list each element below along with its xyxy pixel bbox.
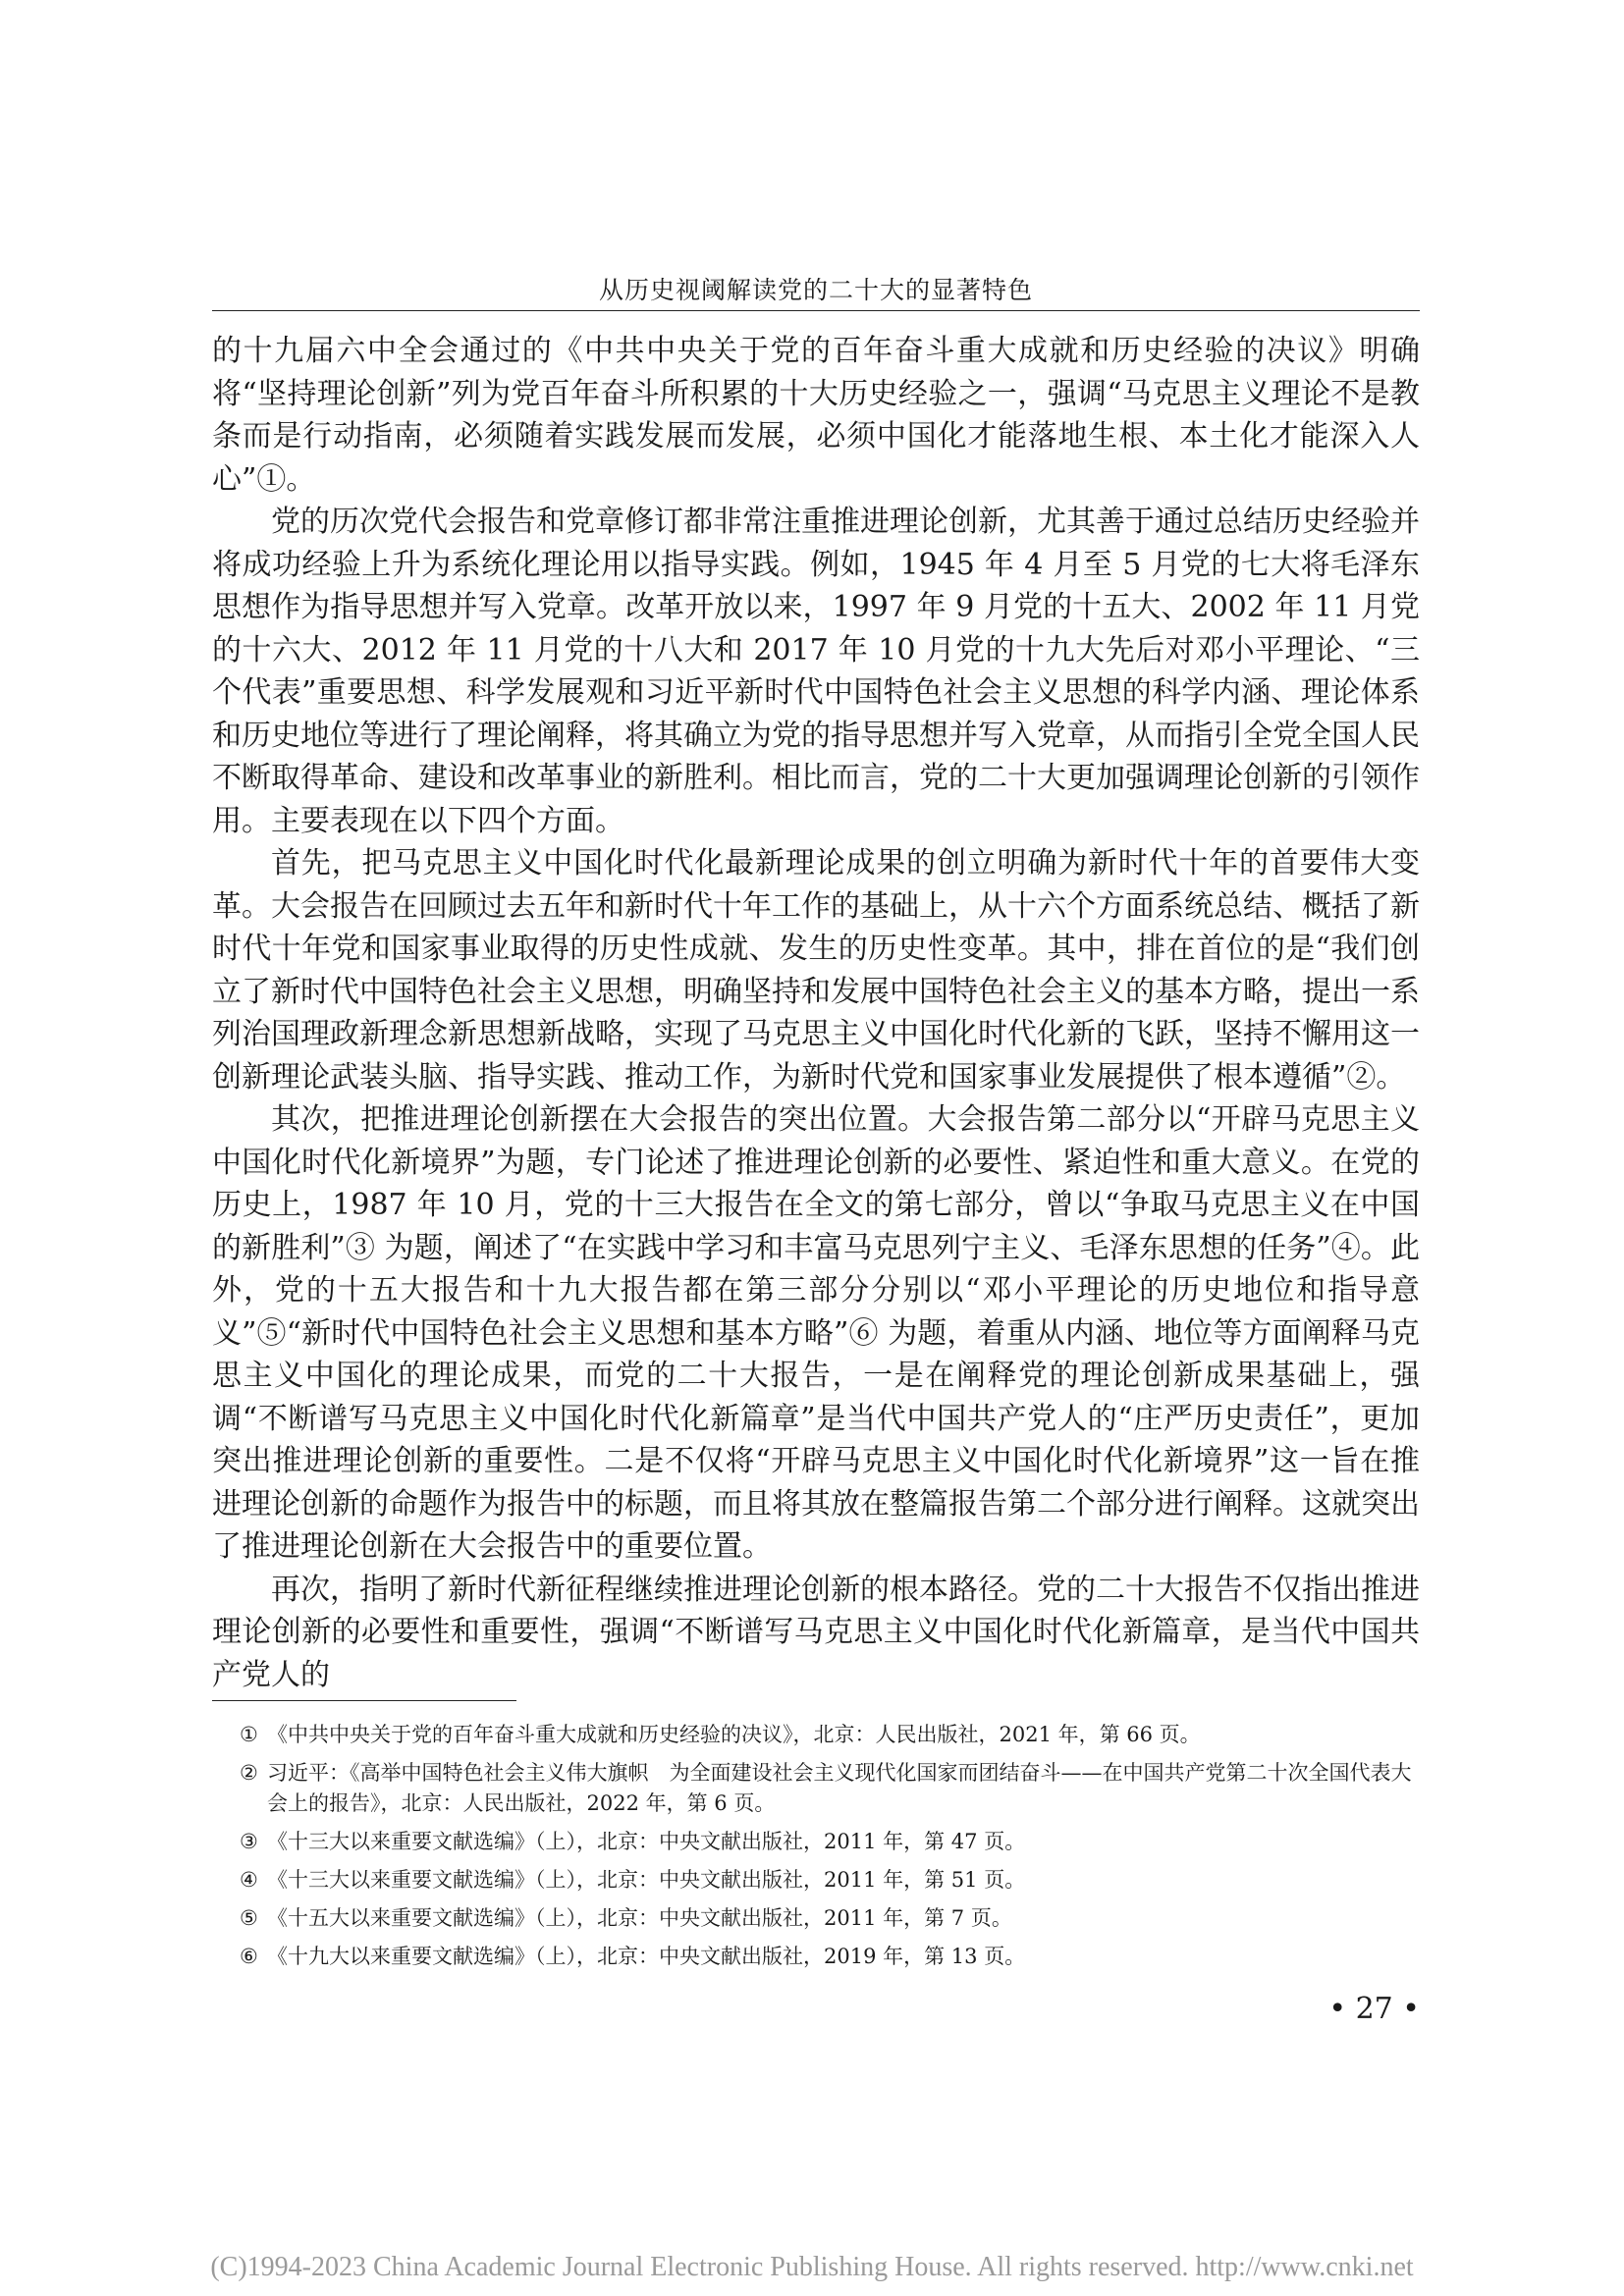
page-number: • 27 •	[1328, 1992, 1420, 2026]
paragraph: 再次，指明了新时代新征程继续推进理论创新的根本路径。党的二十大报告不仅指出推进理论创新的必要性和重要性，强调“不断谱写马克思主义中国化时代化新篇章，是当代中国共产党人的	[212, 1572, 1420, 1692]
paragraph: 党的历次党代会报告和党章修订都非常注重推进理论创新，尤其善于通过总结历史经验并将成功经验上升为系统化理论用以指导实践。例如，1945 年 4 月至 5 月党的七大将毛泽东思想作为指导思想并写入党章。改革开放以来，1997 年 9 月党的十五大、2002 年 11 月党的十六大、2012 年 11 月党的十八大和 2017 年 10 月党的十九大先后对邓小平理论、“三个代表”重要思想、科学发展观和习近平新时代中国特色社会主义思想的科学内涵、理论体系和历史地位等进行了理论阐释，将其确立为党的指导思想并写入党章，从而指引全党全国人民不断取得革命、建设和改革事业的新胜利。相比而言，党的二十大更加强调理论创新的引领作用。主要表现在以下四个方面。	[212, 505, 1420, 838]
body-text	[212, 330, 1420, 1696]
paragraph-continued: 的十九届六中全会通过的《中共中央关于党的百年奋斗重大成就和历史经验的决议》明确将“坚持理论创新”列为党百年奋斗所积累的十大历史经验之一，强调“马克思主义理论不是教条而是行动指南，必须随着实践发展而发展，必须中国化才能落地生根、本土化才能深入人心”①。	[212, 334, 1420, 497]
footnote	[212, 1720, 1420, 1750]
paragraph: 首先，把马克思主义中国化时代化最新理论成果的创立明确为新时代十年的首要伟大变革。大会报告在回顾过去五年和新时代十年工作的基础上，从十六个方面系统总结、概括了新时代十年党和国家事业取得的历史性成就、发生的历史性变革。其中，排在首位的是“我们创立了新时代中国特色社会主义思想，明确坚持和发展中国特色社会主义的基本方略，提出一系列治国理政新理念新思想新战略，实现了马克思主义中国化时代化新的飞跃，坚持不懈用这一创新理论武装头脑、指导实践、推动工作，为新时代党和国家事业发展提供了根本遵循”②。	[212, 846, 1420, 1095]
running-head: 从历史视阈解读党的二十大的显著特色	[598, 276, 1033, 304]
footnote-text: 《十三大以来重要文献选编》（上），北京：中央文献出版社，2011 年，第 47 页。	[267, 1830, 1026, 1853]
footnote	[212, 1827, 1420, 1857]
footnote-mark: ⑤	[240, 1906, 258, 1930]
footnote-text: 习近平：《高举中国特色社会主义伟大旗帜 为全面建设社会主义现代化国家而团结奋斗——在中国共产党第二十次全国代表大会上的报告》，北京：人民出版社，2022 年，第 6 页。	[267, 1761, 1412, 1815]
footnote-mark: ⑥	[240, 1945, 258, 1968]
footnote-mark: ④	[240, 1868, 258, 1892]
footnote	[212, 1942, 1420, 1972]
copyright-notice: (C)1994-2023 China Academic Journal Electronic Publishing House. All rights reserved. http://www.cnki.net	[210, 2252, 1414, 2282]
footnotes	[212, 1720, 1420, 1980]
footnote-mark: ②	[240, 1761, 258, 1785]
paragraph: 其次，把推进理论创新摆在大会报告的突出位置。大会报告第二部分以“开辟马克思主义中国化时代化新境界”为题，专门论述了推进理论创新的必要性、紧迫性和重大意义。在党的历史上，1987 年 10 月，党的十三大报告在全文的第七部分，曾以“争取马克思主义在中国的新胜利”③ 为题，阐述了“在实践中学习和丰富马克思列宁主义、毛泽东思想的任务”④。此外，党的十五大报告和十九大报告都在第三部分分别以“邓小平理论的历史地位和指导意义”⑤“新时代中国特色社会主义思想和基本方略”⑥ 为题，着重从内涵、地位等方面阐释马克思主义中国化的理论成果，而党的二十大报告，一是在阐释党的理论创新成果基础上，强调“不断谱写马克思主义中国化时代化新篇章”是当代中国共产党人的“庄严历史责任”，更加突出推进理论创新的重要性。二是不仅将“开辟马克思主义中国化时代化新境界”这一旨在推进理论创新的命题作为报告中的标题，而且将其放在整篇报告第二个部分进行阐释。这就突出了推进理论创新在大会报告中的重要位置。	[212, 1102, 1420, 1564]
footnote-text: 《中共中央关于党的百年奋斗重大成就和历史经验的决议》，北京：人民出版社，2021 年，第 66 页。	[267, 1723, 1201, 1746]
footnote	[212, 1865, 1420, 1896]
footnote-text: 《十五大以来重要文献选编》（上），北京：中央文献出版社，2011 年，第 7 页。	[267, 1906, 1012, 1930]
footnote-rule	[212, 1700, 516, 1701]
footnote-text: 《十三大以来重要文献选编》（上），北京：中央文献出版社，2011 年，第 51 页。	[267, 1868, 1026, 1892]
footnote-mark: ③	[240, 1830, 258, 1853]
footnote-text: 《十九大以来重要文献选编》（上），北京：中央文献出版社，2019 年，第 13 页。	[267, 1945, 1026, 1968]
header-rule	[212, 310, 1420, 311]
footnote	[212, 1903, 1420, 1934]
footnote-mark: ①	[240, 1723, 258, 1746]
footnote	[212, 1758, 1420, 1819]
